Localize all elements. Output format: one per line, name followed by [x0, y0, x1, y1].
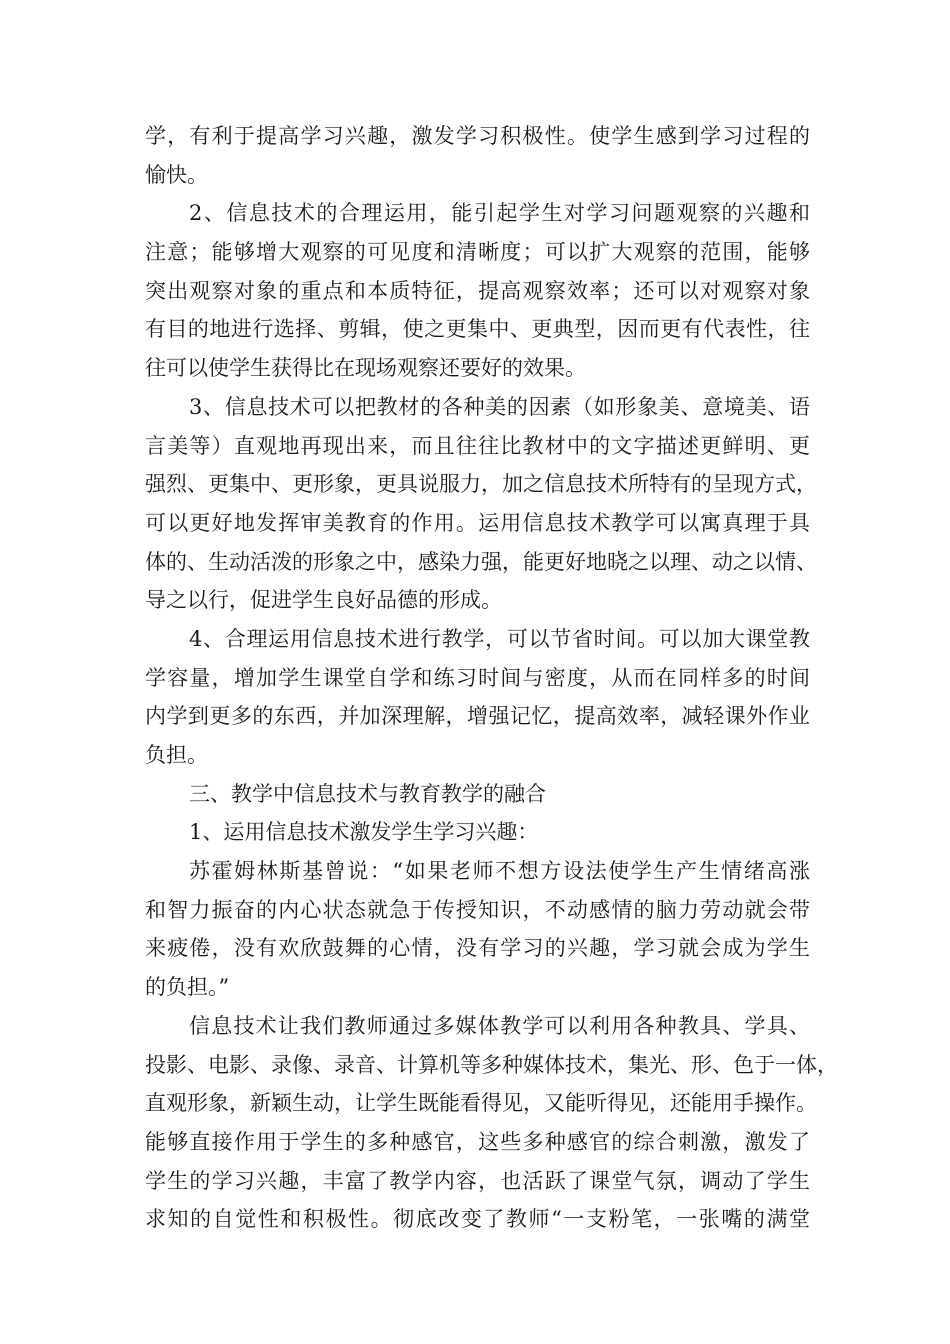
paragraph-start-line: 苏霍姆林斯基曾说：“如果老师不想方设法使学生产生情绪高涨 — [189, 859, 810, 884]
text-line: 强烈、更集中、更形象，更具说服力，加之信息技术所特有的呈现方式， — [145, 472, 817, 497]
text-line: 注意；能够增大观察的可见度和清晰度；可以扩大观察的范围，能够 — [145, 240, 810, 265]
paragraph-start-line: 2、信息技术的合理运用，能引起学生对学习问题观察的兴趣和 — [189, 201, 810, 226]
text-line: 言美等）直观地再现出来，而且往往比教材中的文字描述更鲜明、更 — [145, 433, 810, 458]
text-line: 直观形象，新颖生动，让学生既能看得见，又能听得见，还能用手操作。 — [145, 1091, 817, 1116]
subsection-heading: 1、运用信息技术激发学生学习兴趣： — [189, 820, 539, 845]
text-line: 突出观察对象的重点和本质特征，提高观察效率；还可以对观察对象 — [145, 278, 810, 303]
paragraph-start-line: 4、合理运用信息技术进行教学，可以节省时间。可以加大课堂教 — [189, 626, 810, 651]
text-line: 学生的学习兴趣，丰富了教学内容，也活跃了课堂气氛，调动了学生 — [145, 1168, 810, 1193]
text-line: 往可以使学生获得比在现场观察还要好的效果。 — [145, 356, 586, 381]
text-line: 可以更好地发挥审美教育的作用。运用信息技术教学可以寓真理于具 — [145, 510, 810, 535]
text-line: 学，有利于提高学习兴趣，激发学习积极性。使学生感到学习过程的 — [145, 124, 810, 148]
text-line: 负担。 — [145, 743, 208, 767]
text-line: 和智力振奋的内心状态就急于传授知识，不动感情的脑力劳动就会带 — [145, 897, 810, 922]
text-line: 内学到更多的东西，并加深理解，增强记忆，提高效率，减轻课外作业 — [145, 704, 810, 729]
document-body — [145, 117, 838, 1239]
text-line: 导之以行，促进学生良好品德的形成。 — [145, 588, 502, 613]
text-line: 有目的地进行选择、剪辑，使之更集中、更典型，因而更有代表性，往 — [145, 317, 810, 342]
paragraph-start-line: 信息技术让我们教师通过多媒体教学可以利用各种教具、学具、 — [189, 1013, 810, 1038]
text-line: 来疲倦，没有欢欣鼓舞的心情，没有学习的兴趣，学习就会成为学生 — [145, 936, 810, 961]
text-line: 体的、生动活泼的形象之中，感染力强，能更好地晓之以理、动之以情、 — [145, 549, 817, 574]
text-line: 的负担。” — [145, 975, 230, 1000]
text-line: 投影、电影、录像、录音、计算机等多种媒体技术，集光、形、色于一体， — [145, 1052, 838, 1077]
text-line: 能够直接作用于学生的多种感官，这些多种感官的综合刺激，激发了 — [145, 1129, 810, 1154]
text-line: 学容量，增加学生课堂自学和练习时间与密度，从而在同样多的时间 — [145, 665, 810, 690]
section-heading: 三、教学中信息技术与教育教学的融合 — [189, 781, 546, 806]
paragraph-start-line: 3、信息技术可以把教材的各种美的因素（如形象美、意境美、语 — [189, 394, 810, 419]
text-line: 求知的自觉性和积极性。彻底改变了教师“一支粉笔，一张嘴的满堂 — [145, 1207, 810, 1232]
text-line: 愉快。 — [145, 162, 208, 187]
